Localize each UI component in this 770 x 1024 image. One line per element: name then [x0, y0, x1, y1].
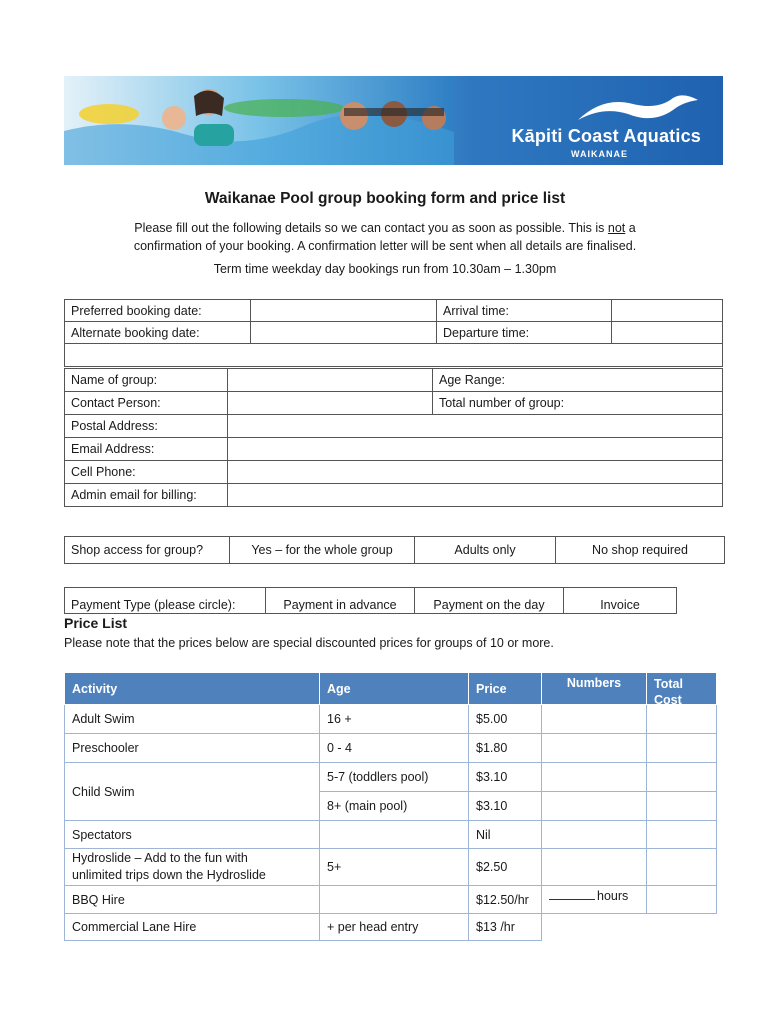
row-numbers-field[interactable]: [542, 821, 647, 849]
preferred-date-label: Preferred booking date:: [65, 300, 251, 322]
swimmers-photo: [64, 76, 454, 165]
price-list-heading: Price List: [64, 615, 128, 631]
shop-access-label: Shop access for group?: [65, 537, 230, 564]
table-row: [65, 763, 717, 792]
group-name-field[interactable]: [228, 369, 433, 392]
intro-line1b: a: [625, 221, 636, 235]
email-address-label: Email Address:: [65, 438, 228, 461]
row-age: 16 +: [320, 705, 469, 734]
table-row: [65, 849, 717, 886]
admin-email-label: Admin email for billing:: [65, 484, 228, 507]
row-price: $3.10: [469, 763, 542, 792]
payment-option-invoice[interactable]: Invoice: [564, 588, 677, 614]
intro-underlined: not: [607, 221, 626, 235]
table-row: [65, 734, 717, 763]
arrival-time-label: Arrival time:: [437, 300, 612, 322]
table-row: [65, 886, 717, 914]
row-numbers-field: [542, 914, 647, 941]
table-row: [65, 914, 717, 941]
row-price: $2.50: [469, 849, 542, 886]
row-numbers-field[interactable]: [542, 734, 647, 763]
row-activity: Child Swim: [65, 763, 320, 821]
row-total-field[interactable]: [647, 792, 717, 821]
total-number-label: Total number of group:: [439, 396, 565, 410]
row-numbers-field[interactable]: [542, 705, 647, 734]
row-price: Nil: [469, 821, 542, 849]
arrival-time-field[interactable]: [612, 300, 723, 322]
row-total-field[interactable]: [647, 849, 717, 886]
row-total-field[interactable]: [647, 763, 717, 792]
row-total-field[interactable]: [647, 821, 717, 849]
total-number-field[interactable]: [433, 392, 723, 415]
intro-line1a: Please fill out the following details so we can contact you as soon as possible. This is: [134, 221, 608, 235]
row-activity: Adult Swim: [65, 705, 320, 734]
contact-person-label: Contact Person:: [65, 392, 228, 415]
group-name-label: Name of group:: [65, 369, 228, 392]
payment-type-table: [64, 587, 677, 614]
departure-time-field[interactable]: [612, 322, 723, 344]
row-activity-line1: Hydroslide – Add to the fun with: [72, 851, 248, 865]
header-total-cost: [647, 673, 717, 705]
row-numbers-field[interactable]: [542, 763, 647, 792]
page-title: Waikanae Pool group booking form and price list: [204, 190, 566, 207]
price-table-header: [65, 673, 717, 705]
row-numbers-field[interactable]: [542, 849, 647, 886]
price-list-note: Please note that the prices below are special discounted prices for groups of 10 or more.: [64, 636, 554, 650]
header-total-cost-text: Total Cost: [654, 677, 683, 707]
cell-phone-label: Cell Phone:: [65, 461, 228, 484]
preferred-date-field[interactable]: [251, 300, 437, 322]
header-banner: [64, 76, 723, 165]
admin-email-field[interactable]: [228, 484, 723, 507]
header-activity: Activity: [65, 673, 320, 705]
payment-option-advance[interactable]: Payment in advance: [266, 588, 415, 614]
row-price: $5.00: [469, 705, 542, 734]
hours-label: hours: [597, 889, 629, 903]
payment-option-on-day[interactable]: Payment on the day: [415, 588, 564, 614]
header-price: Price: [469, 673, 542, 705]
age-range-field[interactable]: [433, 369, 723, 392]
intro-text: [70, 219, 700, 255]
age-range-label: Age Range:: [439, 373, 506, 387]
shop-option-whole-group[interactable]: Yes – for the whole group: [230, 537, 415, 564]
postal-address-label: Postal Address:: [65, 415, 228, 438]
shop-option-none[interactable]: No shop required: [556, 537, 725, 564]
row-age: 5+: [320, 849, 469, 886]
departure-time-label: Departure time:: [437, 322, 612, 344]
row-numbers-field[interactable]: [542, 886, 647, 914]
row-age: [320, 821, 469, 849]
alternate-date-label: Alternate booking date:: [65, 322, 251, 344]
row-numbers-field[interactable]: [542, 792, 647, 821]
payment-type-label: Payment Type (please circle):: [65, 588, 266, 614]
row-price: $1.80: [469, 734, 542, 763]
row-activity: Commercial Lane Hire: [65, 914, 320, 941]
table-row: [65, 821, 717, 849]
logo-wave-icon: [573, 90, 703, 126]
row-age: [320, 886, 469, 914]
row-activity: BBQ Hire: [65, 886, 320, 914]
shop-access-table: [64, 536, 725, 564]
intro-line2: confirmation of your booking. A confirmation letter will be sent when all details are finalised.: [133, 239, 637, 253]
price-table: [64, 672, 717, 941]
shop-option-adults-only[interactable]: Adults only: [415, 537, 556, 564]
row-price: $3.10: [469, 792, 542, 821]
contact-person-field[interactable]: [228, 392, 433, 415]
header-age: Age: [320, 673, 469, 705]
table-row: [65, 705, 717, 734]
row-activity-line2: unlimited trips down the Hydroslide: [72, 868, 266, 882]
email-address-field[interactable]: [228, 438, 723, 461]
row-activity: [65, 849, 320, 886]
row-total-field[interactable]: [647, 734, 717, 763]
row-price: $12.50/hr: [469, 886, 542, 914]
hours-blank-line: [549, 889, 595, 900]
brand-name: Kāpiti Coast Aquatics: [511, 126, 701, 146]
row-price: $13 /hr: [469, 914, 542, 941]
row-activity: Spectators: [65, 821, 320, 849]
group-details-table: [64, 368, 723, 507]
row-age: + per head entry: [320, 914, 469, 941]
row-total-field[interactable]: [647, 886, 717, 914]
booking-dates-table: [64, 299, 723, 367]
header-numbers: Numbers: [542, 673, 647, 705]
row-age: 0 - 4: [320, 734, 469, 763]
row-age: 8+ (main pool): [320, 792, 469, 821]
row-age: 5-7 (toddlers pool): [320, 763, 469, 792]
row-activity: Preschooler: [65, 734, 320, 763]
row-total-field[interactable]: [647, 705, 717, 734]
row-total-field: [647, 914, 717, 941]
postal-address-field[interactable]: [228, 415, 723, 438]
alternate-date-field[interactable]: [251, 322, 437, 344]
brand-subtitle: WAIKANAE: [571, 149, 628, 159]
cell-phone-field[interactable]: [228, 461, 723, 484]
term-times: Term time weekday day bookings run from 10.30am – 1.30pm: [213, 262, 557, 276]
spacer-row: [65, 344, 723, 367]
